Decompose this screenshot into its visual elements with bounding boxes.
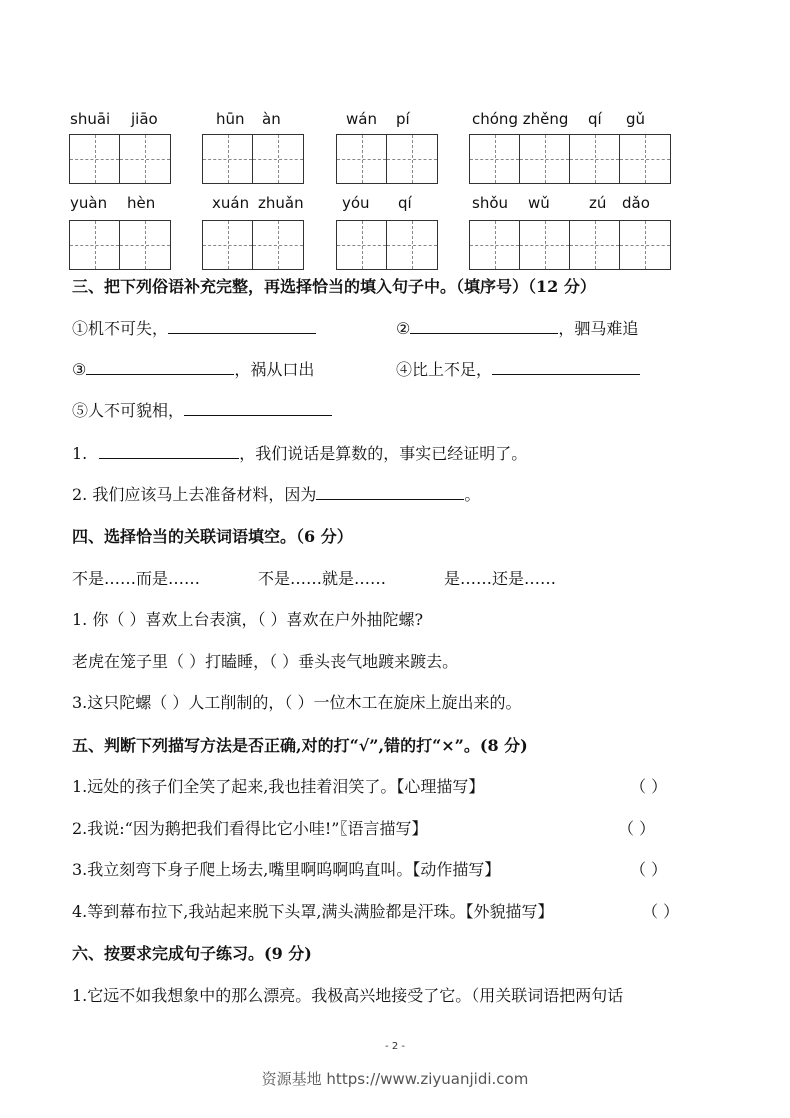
question-text: ，我们说话是算数的，事实已经证明了。 <box>239 444 528 463</box>
proverb-text: ② <box>396 319 411 338</box>
pinyin-text: hūn <box>216 110 245 128</box>
sentence-question-1: 1.它远不如我想象中的那么漂亮。我极高兴地接受了它。（用关联词语把两句话 <box>72 986 624 1005</box>
proverb-item-1 <box>72 316 316 339</box>
conjunction-option-1: 不是……而是…… <box>72 569 201 588</box>
character-grid[interactable] <box>202 220 304 270</box>
question-text: 。 <box>464 485 481 504</box>
section-3-title: 三、把下列俗语补充完整，再选择恰当的填入句子中。（填序号）（12 分） <box>72 277 596 296</box>
character-grid[interactable] <box>336 220 438 270</box>
proverb-text: ①机不可失， <box>72 319 169 338</box>
proverb-text: ，驷马难追 <box>558 319 639 338</box>
pinyin-text: yuàn <box>70 194 108 212</box>
pinyin-text: shuāi <box>70 110 111 128</box>
judge-item-4-answer[interactable]: （ ） <box>642 902 680 921</box>
grid-cell[interactable] <box>120 221 170 269</box>
answer-blank[interactable] <box>184 399 332 416</box>
grid-cell[interactable] <box>70 135 120 183</box>
pinyin-text: wán <box>346 110 377 128</box>
conjunction-question-2[interactable]: 老虎在笼子里（ ）打瞌睡，（ ）垂头丧气地踱来踱去。 <box>72 652 459 671</box>
page-number: - 2 - <box>385 1041 405 1052</box>
grid-cell[interactable] <box>203 135 253 183</box>
judge-item-4-text: 4.等到幕布拉下,我站起来脱下头罩,满头满脸都是汗珠。【外貌描写】 <box>72 902 554 921</box>
conjunction-question-1[interactable]: 1. 你（ ）喜欢上台表演，（ ）喜欢在户外抽陀螺? <box>72 610 424 629</box>
character-grid[interactable] <box>469 134 671 184</box>
grid-cell[interactable] <box>337 221 387 269</box>
judge-item-3-text: 3.我立刻弯下身子爬上场去,嘴里啊呜啊呜直叫。【动作描写】 <box>72 860 501 879</box>
pinyin-text: wǔ <box>528 194 550 212</box>
proverb-text: ，祸从口出 <box>234 360 315 379</box>
conjunction-question-3[interactable]: 3.这只陀螺（ ）人工削制的，（ ）一位木工在旋床上旋出来的。 <box>72 693 522 712</box>
grid-cell[interactable] <box>387 135 437 183</box>
judge-item-1-text: 1.远处的孩子们全笑了起来,我也挂着泪笑了。【心理描写】 <box>72 777 485 796</box>
pinyin-text: àn <box>262 110 281 128</box>
pinyin-text: chóng zhěng <box>472 110 569 128</box>
grid-cell[interactable] <box>620 221 670 269</box>
grid-cell[interactable] <box>70 221 120 269</box>
character-grid[interactable] <box>336 134 438 184</box>
answer-blank[interactable] <box>316 483 464 500</box>
answer-blank[interactable] <box>168 317 316 334</box>
grid-cell[interactable] <box>570 135 620 183</box>
section-6-title: 六、按要求完成句子练习。(9 分) <box>72 944 312 963</box>
grid-cell[interactable] <box>253 221 303 269</box>
conjunction-option-2: 不是……就是…… <box>258 569 387 588</box>
grid-cell[interactable] <box>253 135 303 183</box>
grid-cell[interactable] <box>520 221 570 269</box>
character-grid[interactable] <box>469 220 671 270</box>
pinyin-text: shǒu <box>472 194 509 212</box>
section-4-title: 四、选择恰当的关联词语填空。（6 分） <box>72 527 353 546</box>
proverb-item-2 <box>396 316 638 339</box>
judge-item-1-answer[interactable]: （ ） <box>630 777 668 796</box>
grid-cell[interactable] <box>470 135 520 183</box>
section-5-title: 五、判断下列描写方法是否正确,对的打“√”,错的打“×”。(8 分) <box>72 736 528 755</box>
answer-blank[interactable] <box>492 358 640 375</box>
proverb-text: ④比上不足， <box>396 360 493 379</box>
grid-cell[interactable] <box>387 221 437 269</box>
fill-question-1 <box>72 441 527 464</box>
grid-cell[interactable] <box>620 135 670 183</box>
pinyin-text: yóu <box>342 194 370 212</box>
proverb-item-5 <box>72 398 332 421</box>
proverb-text: ③ <box>72 360 87 379</box>
grid-cell[interactable] <box>203 221 253 269</box>
pinyin-text: zhuǎn <box>258 194 304 212</box>
answer-blank[interactable] <box>86 358 234 375</box>
judge-item-3-answer[interactable]: （ ） <box>630 860 668 879</box>
conjunction-option-3: 是……还是…… <box>444 569 557 588</box>
pinyin-text: xuán <box>212 194 250 212</box>
footer-watermark[interactable]: 资源基地 https://www.ziyuanjidi.com <box>261 1070 529 1088</box>
pinyin-text: qí <box>588 110 602 128</box>
pinyin-text: jiāo <box>131 110 158 128</box>
character-grid[interactable] <box>69 134 171 184</box>
proverb-item-3 <box>72 357 314 380</box>
pinyin-text: dǎo <box>622 194 650 212</box>
grid-cell[interactable] <box>570 221 620 269</box>
proverb-text: ⑤人不可貌相， <box>72 401 185 420</box>
pinyin-text: pí <box>396 110 410 128</box>
grid-cell[interactable] <box>520 135 570 183</box>
character-grid[interactable] <box>202 134 304 184</box>
proverb-item-4 <box>396 357 640 380</box>
fill-question-2 <box>72 482 480 505</box>
grid-cell[interactable] <box>470 221 520 269</box>
judge-item-2-answer[interactable]: （ ） <box>618 819 656 838</box>
pinyin-text: hèn <box>127 194 156 212</box>
question-text: 2. 我们应该马上去准备材料，因为 <box>72 485 317 504</box>
answer-blank[interactable] <box>410 317 558 334</box>
judge-item-2-text: 2.我说:“因为鹅把我们看得比它小哇!”〖语言描写】 <box>72 819 428 838</box>
question-number: 1. <box>72 444 88 463</box>
pinyin-text: zú <box>589 194 607 212</box>
grid-cell[interactable] <box>120 135 170 183</box>
pinyin-text: gǔ <box>626 110 646 128</box>
grid-cell[interactable] <box>337 135 387 183</box>
pinyin-text: qí <box>398 194 412 212</box>
character-grid[interactable] <box>69 220 171 270</box>
answer-blank[interactable] <box>99 442 239 459</box>
